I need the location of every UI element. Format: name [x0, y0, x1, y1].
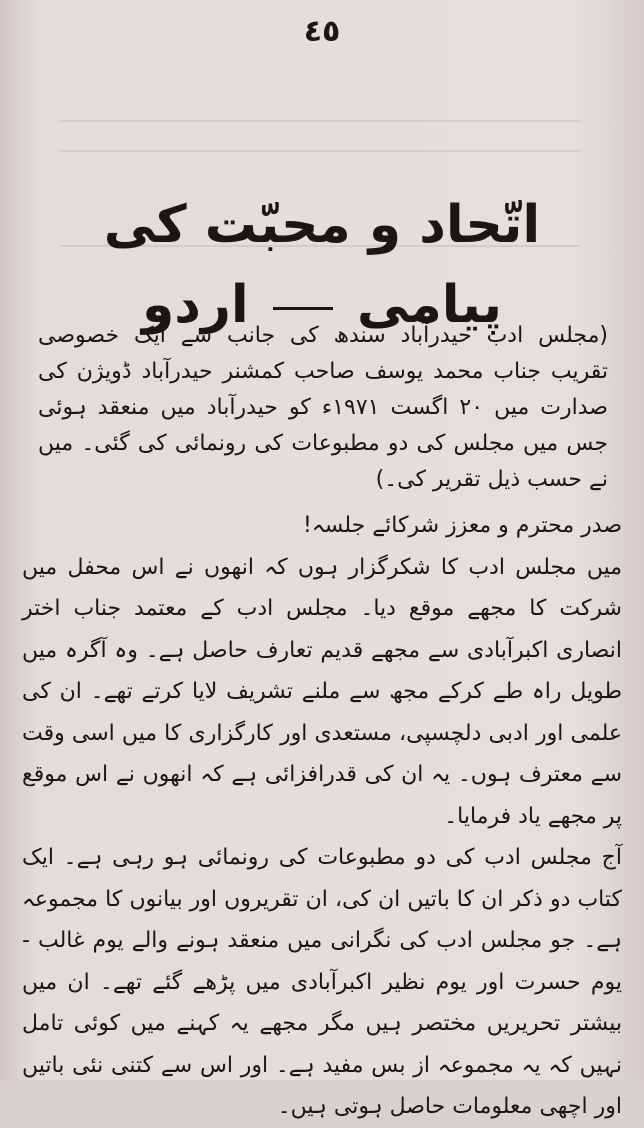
- paragraph: آج مجلس ادب کی دو مطبوعات کی رونمائی ہو رہی ہے۔ ایک کتاب دو ذکر ان کا باتیں ان کی، ان تقریروں اور بیانوں کا مجموعہ ہے۔ جو مجلس ادب کی نگرانی میں منعقد ہونے والے یوم غالب - یوم حسرت اور یوم نظیر اکبرآبادی میں پڑھے گئے تھے۔ ان میں بیشتر تحریریں مختصر ہیں مگر مجھے یہ کہنے میں کوئی تامل نہیں کہ یہ مجموعہ از بس مفید ہے۔ اور اس سے کتنی نئی باتیں اور اچھی معلومات حاصل ہوتی ہیں۔: [22, 845, 622, 1119]
- salutation: صدر محترم و معزز شرکائے جلسہ!: [303, 513, 622, 538]
- speech-body: [22, 505, 622, 1128]
- show-through-line: [60, 120, 580, 122]
- title-subtitle: اردو: [141, 275, 249, 335]
- intro-note: [38, 318, 608, 498]
- intro-text: (مجلس ادب حیدرآباد سندھ کی جانب سے ایک خصوصی تقریب جناب محمد یوسف صاحب کمشنر حیدرآباد ڈویژن کی صدارت میں ۲۰ اگست ۱۹۷۱ء کو حیدرآباد میں منعقد ہوئی جس میں مجلس کی دو مطبوعات کی رونمائی کی گئی۔ میں نے حسب ذیل تقریر کی۔): [38, 323, 608, 492]
- title-main: اتّحاد و محبّت کی پیامی: [103, 195, 541, 335]
- paragraph: میں مجلس ادب کا شکرگزار ہوں کہ انھوں نے اس محفل میں شرکت کا مجھے موقع دیا۔ مجلس ادب کے معتمد جناب اختر انصاری اکبرآبادی سے مجھے قدیم تعارف حاصل ہے۔ وہ آگرہ میں طویل راہ طے کرکے مجھ سے ملنے تشریف لایا کرتے تھے۔ ان کی علمی اور ادبی دلچسپی، مستعدی اور کارگزاری کا میں اسی وقت سے معترف ہوں۔ یہ ان کی قدرافزائی ہے کہ انھوں نے اس موقع پر مجھے یاد فرمایا۔: [22, 554, 622, 829]
- show-through-line: [60, 150, 580, 152]
- title-dash: [273, 307, 333, 310]
- page-number: ٤٥: [303, 14, 341, 49]
